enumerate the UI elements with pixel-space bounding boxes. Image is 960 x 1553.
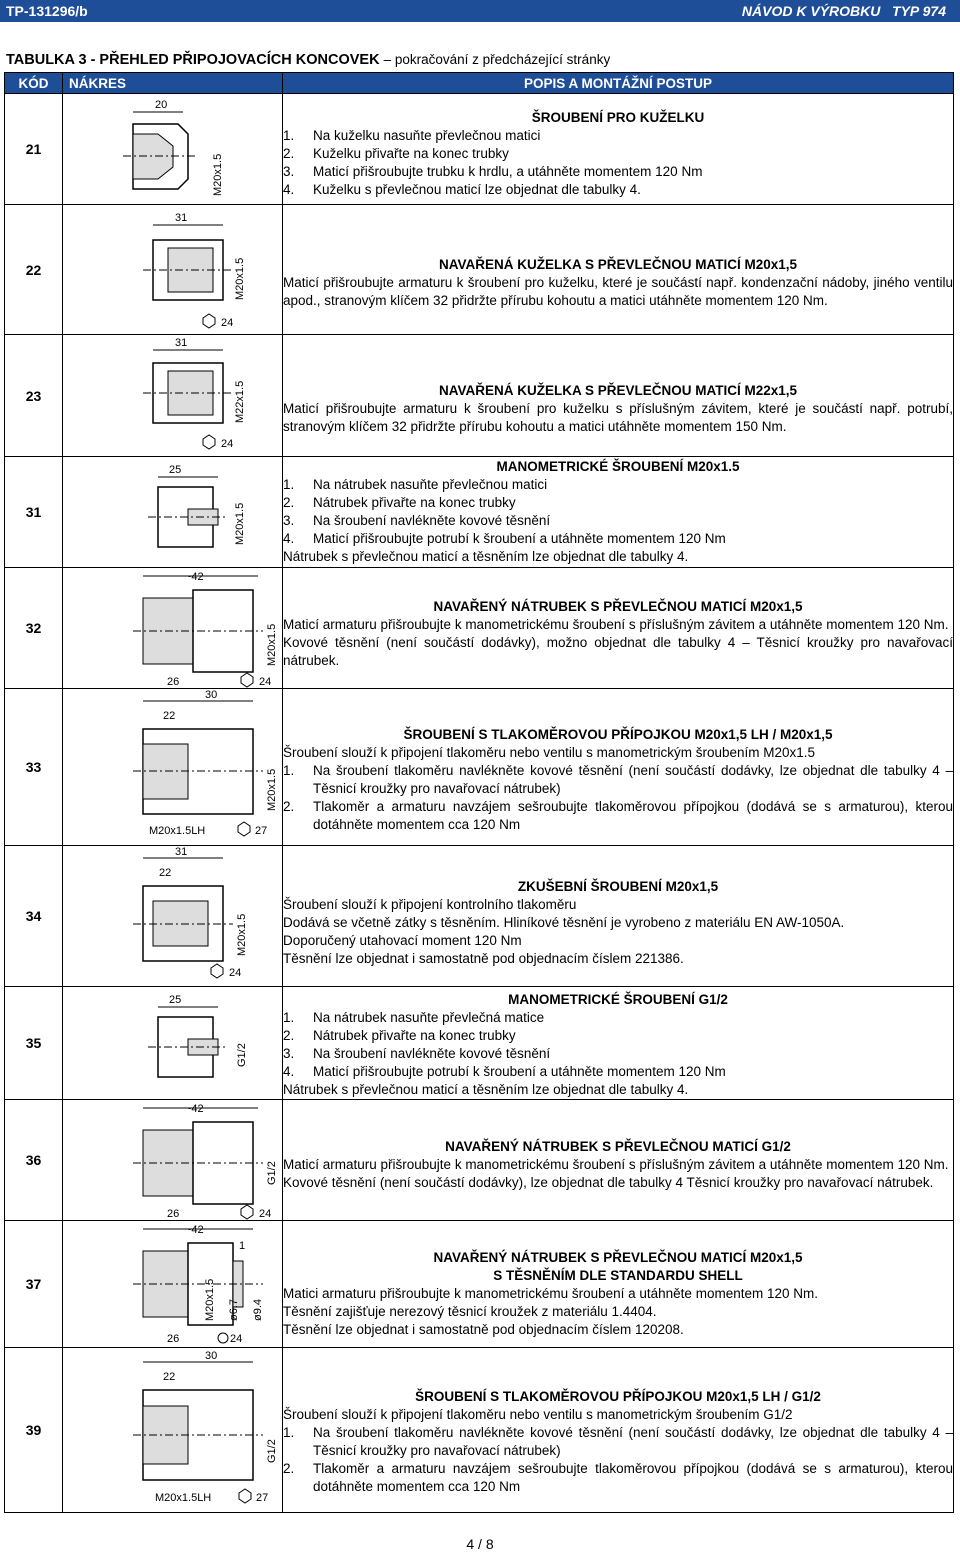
dim-label: G1/2: [266, 1439, 278, 1463]
table-row: [5, 846, 954, 987]
row-note: Nátrubek s převlečnou maticí a těsněním lze objednat dle tabulky 4.: [283, 549, 689, 564]
row-text: Těsnění lze objednat i samostatně pod objednacím číslem 221386.: [283, 951, 684, 966]
dim-label: M20x1.5: [236, 913, 248, 956]
drawing-cone-fitting: [63, 94, 283, 205]
dim-label: ~42: [185, 571, 204, 583]
row-text: Šroubení slouží k připojení tlakoměru nebo ventilu s manometrickým šroubením M20x1.5: [283, 745, 816, 760]
col-nakres: NÁKRES: [63, 73, 283, 94]
row-text: Šroubení slouží k připojení kontrolního tlakoměru: [283, 897, 577, 912]
row-heading: NAVAŘENÝ NÁTRUBEK S PŘEVLEČNOU MATICÍ M20x1,5: [433, 599, 803, 614]
dim-label: M20x1.5: [234, 502, 246, 545]
dim-label: G1/2: [266, 1161, 278, 1185]
row-description: [283, 689, 954, 846]
row-heading: ŠROUBENÍ S TLAKOMĚROVOU PŘÍPOJKOU M20x1,5 LH / M20x1,5: [403, 727, 833, 742]
table-row: [5, 568, 954, 689]
list-item: 1. Na šroubení tlakoměru navlékněte kovové těsnění (není součástí dodávky, lze objednat dle tabulky 4 – Těsnicí kroužky pro navařovací nátrubek): [283, 1425, 953, 1458]
drawing-pressure-gauge-fitting-g12: [63, 1348, 283, 1513]
drawing-cell: [63, 1100, 283, 1221]
list-item: 2. Nátrubek přivařte na konec trubky: [283, 1028, 516, 1043]
document-header: [0, 0, 960, 22]
row-description: [283, 1348, 954, 1513]
dim-label: 31: [175, 212, 188, 224]
row-description: [283, 94, 954, 205]
row-code: 23: [5, 335, 63, 457]
list-item: 1. Na nátrubek nasuňte převlečnou matici: [283, 477, 548, 492]
row-description: [283, 568, 954, 689]
row-text: Doporučený utahovací moment 120 Nm: [283, 933, 522, 948]
row-text: Kovové těsnění (není součástí dodávky), možno objednat dle tabulky 4 – Těsnicí kroužky pro navařovací nátrubek.: [283, 635, 953, 668]
row-code: 32: [5, 568, 63, 689]
row-heading: ŠROUBENÍ PRO KUŽELKU: [531, 110, 705, 125]
row-heading: MANOMETRICKÉ ŠROUBENÍ G1/2: [508, 992, 728, 1007]
table-subtitle: pokračování z předcházející stránky: [394, 52, 611, 67]
row-description: [283, 1100, 954, 1221]
dim-label: 30: [205, 689, 218, 701]
list-item: 1. Na šroubení tlakoměru navlékněte kovové těsnění (není součástí dodávky, lze objednat dle tabulky 4 – Těsnicí kroužky pro navařovací nátrubek): [283, 763, 953, 796]
dim-label: M20x1.5: [266, 623, 278, 666]
list-item: 3. Na šroubení navlékněte kovové těsnění: [283, 1046, 551, 1061]
dim-label: 24: [221, 317, 234, 329]
row-description: [283, 335, 954, 457]
drawing-pressure-gauge-fitting: [63, 689, 283, 846]
row-text: Šroubení slouží k připojení tlakoměru nebo ventilu s manometrickým šroubením G1/2: [283, 1407, 793, 1422]
list-item: 2. Kuželku přivařte na konec trubky: [283, 146, 509, 161]
row-heading: NAVAŘENÁ KUŽELKA S PŘEVLEČNOU MATICÍ M20x1,5: [438, 257, 798, 272]
row-text: Maticí armaturu přišroubujte k manometrickému šroubení s příslušným závitem a utáhněte momentem 120 Nm.: [283, 617, 949, 632]
row-description: [283, 987, 954, 1100]
row-heading: NAVAŘENÝ NÁTRUBEK S PŘEVLEČNOU MATICÍ M20x1,5: [433, 1250, 803, 1265]
dim-label: 24: [229, 967, 242, 979]
row-code: 39: [5, 1348, 63, 1513]
table-row: [5, 457, 954, 568]
dim-label: 31: [175, 337, 188, 349]
dim-label: 30: [205, 1350, 218, 1362]
list-item: 1. Na nátrubek nasuňte převlečná matice: [283, 1010, 545, 1025]
table-row: [5, 689, 954, 846]
row-code: 34: [5, 846, 63, 987]
drawing-cell: [63, 1348, 283, 1513]
list-item: 2. Tlakoměr a armaturu navzájem sešroubujte tlakoměrovou přípojkou (dodává se s armaturou), kterou dotáhněte momentem cca 120 Nm: [283, 1461, 953, 1494]
drawing-nipple-g12: [63, 987, 283, 1098]
table-row: [5, 205, 954, 335]
drawing-cell: [63, 846, 283, 987]
row-text: Těsnění lze objednat i samostatně pod objednacím číslem 120208.: [283, 1322, 684, 1337]
document-title: NÁVOD K VÝROBKU TYP 974: [741, 3, 946, 19]
dim-label: 26: [167, 1208, 180, 1220]
row-text: Těsnění zajišťuje nerezový těsnicí kroužek z materiálu 1.4404.: [283, 1304, 657, 1319]
document-code: TP-131296/b: [6, 3, 88, 19]
row-heading: NAVAŘENÁ KUŽELKA S PŘEVLEČNOU MATICÍ M22x1,5: [438, 382, 798, 398]
dim-label: 24: [259, 1208, 272, 1220]
page-number: 4 / 8: [466, 1536, 494, 1552]
row-code: 37: [5, 1221, 63, 1348]
table-row: [5, 987, 954, 1100]
drawing-cell: [63, 1221, 283, 1348]
col-kod: KÓD: [5, 73, 63, 94]
row-code: 21: [5, 94, 63, 205]
dim-label: ~42: [185, 1224, 204, 1236]
row-heading: NAVAŘENÝ NÁTRUBEK S PŘEVLEČNOU MATICÍ G1/2: [445, 1139, 791, 1154]
row-text: Maticí přišroubujte armaturu k šroubení pro kuželku, které je součástí např. kondenzační nádoby, jiného ventilu apod., stranovým klíčem 32 přidržte přírubu kohoutu a matici utáhněte momentem 120 Nm.: [283, 275, 953, 308]
drawing-cell: [63, 987, 283, 1100]
dim-label: 31: [175, 846, 188, 858]
drawing-welded-nipple-g12: [63, 1100, 283, 1221]
dim-label: M20x1.5: [234, 257, 246, 300]
drawing-welded-cone: [63, 205, 283, 335]
list-item: 4. Maticí přišroubujte potrubí k šroubení a utáhněte momentem 120 Nm: [283, 1064, 726, 1079]
table-subtitle-dash: –: [383, 52, 395, 67]
table-row: [5, 1221, 954, 1348]
row-code: 31: [5, 457, 63, 568]
col-popis: POPIS A MONTÁŽNÍ POSTUP: [283, 73, 954, 94]
dim-label: 26: [167, 1333, 180, 1345]
list-item: 3. Maticí přišroubujte trubku k hrdlu, a utáhněte momentem 120 Nm: [283, 164, 703, 179]
row-description: [283, 457, 954, 568]
dim-label: ø6.7: [228, 1298, 240, 1321]
list-item: 2. Tlakoměr a armaturu navzájem sešroubujte tlakoměrovou přípojkou (dodává se s armaturou), kterou dotáhněte momentem cca 120 Nm: [283, 799, 953, 832]
drawing-cell: [63, 335, 283, 457]
dim-label: M20x1.5: [212, 153, 224, 196]
list-item: 1. Na kuželku nasuňte převlečnou matici: [283, 128, 541, 143]
row-code: 33: [5, 689, 63, 846]
row-text: Dodává se včetně zátky s těsněním. Hliníkové těsnění je vyrobeno z materiálu EN AW-1050A.: [283, 915, 845, 930]
dim-label: 27: [256, 1492, 269, 1504]
list-item: 3. Na šroubení navlékněte kovové těsnění: [283, 513, 551, 528]
table-row: [5, 94, 954, 205]
table-title-text: TABULKA 3 - PŘEHLED PŘIPOJOVACÍCH KONCOVEK: [6, 52, 380, 68]
drawing-welded-nipple: [63, 568, 283, 689]
row-description: [283, 205, 954, 335]
dim-label: 22: [159, 867, 172, 879]
table-title: [6, 52, 610, 68]
dim-label: 22: [163, 710, 176, 722]
row-note: Nátrubek s převlečnou maticí a těsněním lze objednat dle tabulky 4.: [283, 1082, 689, 1097]
dim-label: 20: [155, 99, 168, 111]
dim-label: ~42: [185, 1103, 204, 1115]
dim-label: 26: [167, 676, 180, 688]
table-row: [5, 335, 954, 457]
dim-label: M20x1.5: [266, 768, 278, 811]
row-text: Matici armaturu přišroubujte k manometrickému šroubení a utáhněte momentem 120 Nm.: [283, 1286, 818, 1301]
list-item: 2. Nátrubek přivařte na konec trubky: [283, 495, 516, 510]
row-code: 22: [5, 205, 63, 335]
row-heading: MANOMETRICKÉ ŠROUBENÍ M20x1.5: [496, 459, 740, 474]
row-heading: ZKUŠEBNÍ ŠROUBENÍ M20x1,5: [517, 879, 719, 894]
table-row: [5, 1100, 954, 1221]
table-row: [5, 1348, 954, 1513]
drawing-cell: [63, 568, 283, 689]
connection-table: [4, 72, 954, 1513]
dim-label: G1/2: [236, 1043, 248, 1067]
dim-label: 24: [230, 1333, 243, 1345]
dim-label: ø9.4: [252, 1298, 264, 1321]
dim-label: 25: [169, 464, 182, 476]
dim-label: 1: [239, 1240, 246, 1252]
row-text: Kovové těsnění (není součástí dodávky), lze objednat dle tabulky 4 Těsnicí kroužky pro navařovací nátrubek.: [283, 1175, 934, 1190]
list-item: 4. Kuželku s převlečnou maticí lze objednat dle tabulky 4.: [283, 182, 641, 197]
dim-label: M22x1.5: [234, 380, 246, 423]
drawing-cell: [63, 94, 283, 205]
drawing-cell: [63, 205, 283, 335]
list-item: 4. Maticí přišroubujte potrubí k šroubení a utáhněte momentem 120 Nm: [283, 531, 726, 546]
drawing-welded-cone: [63, 335, 283, 457]
drawing-test-fitting: [63, 846, 283, 987]
row-text: Maticí armaturu přišroubujte k manometrickému šroubení s příslušným závitem a utáhněte momentem 120 Nm.: [283, 1157, 949, 1172]
dim-label: M20x1.5: [204, 1278, 216, 1321]
dim-label: M20x1.5LH: [155, 1492, 212, 1504]
dim-label: 24: [221, 438, 234, 450]
drawing-shell-nipple: [63, 1221, 283, 1348]
dim-label: 24: [259, 676, 272, 688]
drawing-cell: [63, 457, 283, 568]
dim-label: 22: [163, 1371, 176, 1383]
row-code: 36: [5, 1100, 63, 1221]
drawing-nipple: [63, 457, 283, 568]
table-header-row: [5, 73, 954, 94]
dim-label: M20x1.5LH: [149, 825, 206, 837]
dim-label: 27: [255, 825, 268, 837]
dim-label: 25: [169, 994, 182, 1006]
row-heading: S TĚSNĚNÍM DLE STANDARDU SHELL: [493, 1268, 743, 1283]
row-text: Maticí přišroubujte armaturu k šroubení pro kuželku s příslušným závitem, které je součástí např. potrubí, stranovým klíčem 32 přidržte přírubu kohoutu a matici utáhněte momentem 150 Nm.: [283, 400, 953, 434]
drawing-cell: [63, 689, 283, 846]
row-description: [283, 1221, 954, 1348]
row-description: [283, 846, 954, 987]
row-heading: ŠROUBENÍ S TLAKOMĚROVOU PŘÍPOJKOU M20x1,5 LH / G1/2: [415, 1389, 821, 1404]
row-code: 35: [5, 987, 63, 1100]
